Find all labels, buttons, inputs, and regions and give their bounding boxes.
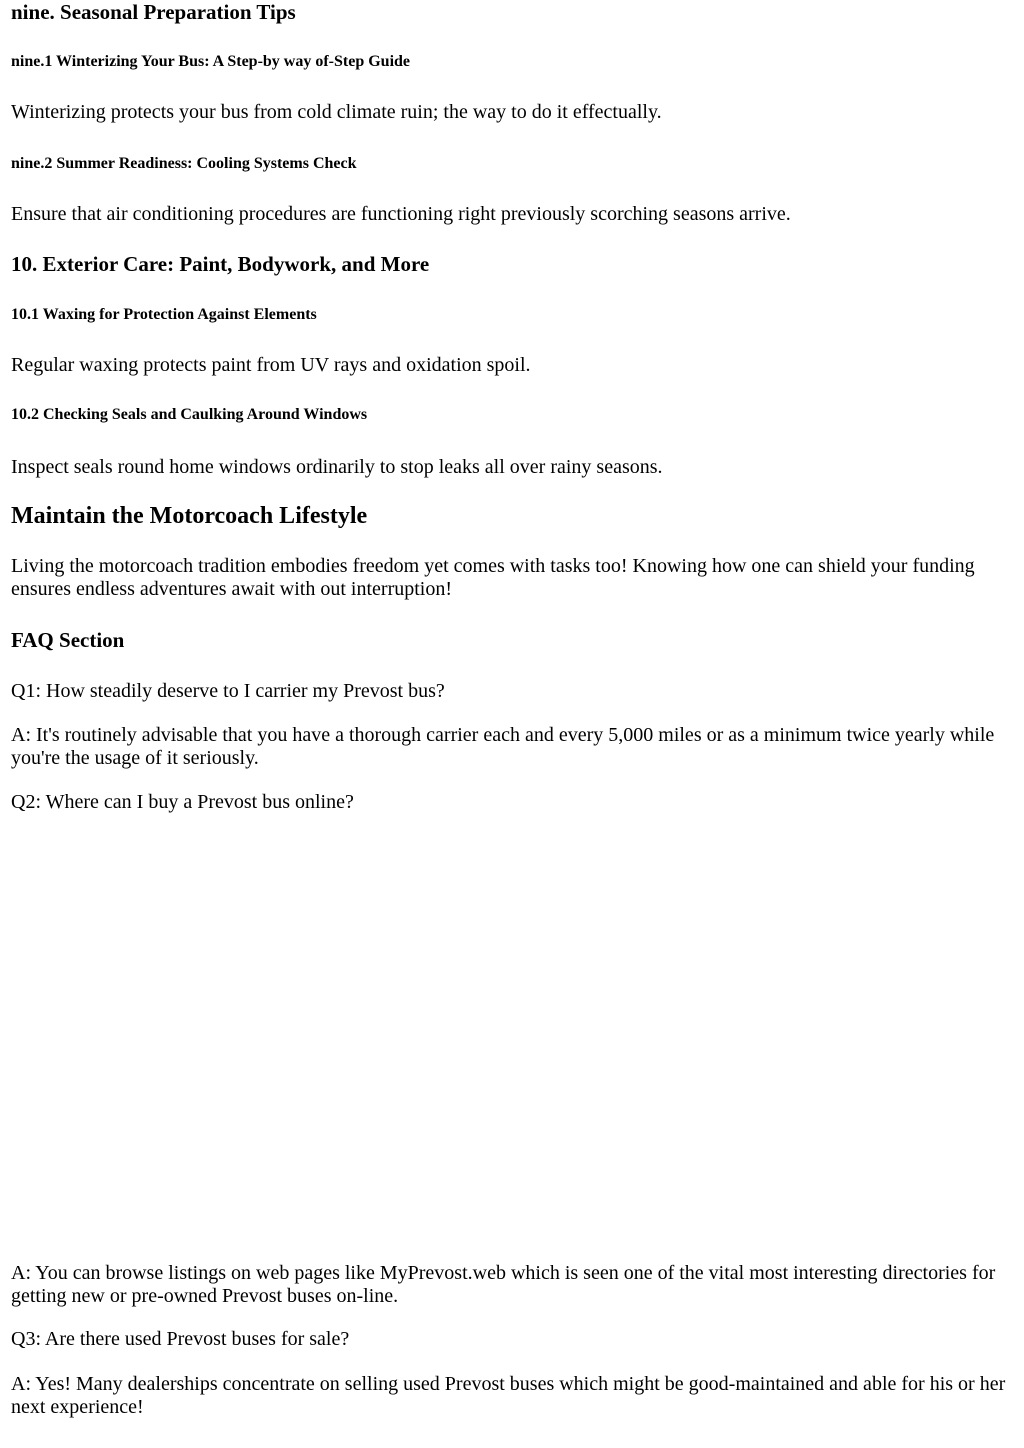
section-9-1-text: Winterizing protects your bus from cold climate ruin; the way to do it effectually. bbox=[11, 101, 662, 123]
section-9-1-heading: nine.1 Winterizing Your Bus: A Step-by way of-Step Guide bbox=[11, 53, 411, 70]
faq-question-1: Q1: How steadily deserve to I carrier my Prevost bus? bbox=[11, 680, 445, 702]
faq-answer-2: A: You can browse listings on web pages like MyPrevost.web which is seen one of the vital most interesting directories for getting new or pre-owned Prevost buses on-line. bbox=[11, 1262, 996, 1307]
lifestyle-text: Living the motorcoach tradition embodies freedom yet comes with tasks too! Knowing how one can shield your funding ensures endless adventures await with out interruption! bbox=[11, 555, 975, 600]
lifestyle-heading: Maintain the Motorcoach Lifestyle bbox=[11, 503, 368, 529]
section-10-1-heading: 10.1 Waxing for Protection Against Elements bbox=[11, 306, 317, 323]
faq-answer-1: A: It's routinely advisable that you have a thorough carrier each and every 5,000 miles or as a minimum twice yearly while you're the usage of it seriously. bbox=[11, 724, 995, 769]
faq-question-3: Q3: Are there used Prevost buses for sale? bbox=[11, 1328, 350, 1350]
section-10-2-text: Inspect seals round home windows ordinarily to stop leaks all over rainy seasons. bbox=[11, 456, 663, 478]
section-9-2-text: Ensure that air conditioning procedures are functioning right previously scorching seasons arrive. bbox=[11, 203, 791, 225]
faq-question-2: Q2: Where can I buy a Prevost bus online? bbox=[11, 791, 354, 813]
section-10-1-text: Regular waxing protects paint from UV rays and oxidation spoil. bbox=[11, 354, 531, 376]
section-9-2-heading: nine.2 Summer Readiness: Cooling Systems Check bbox=[11, 155, 357, 172]
section-10-2-heading: 10.2 Checking Seals and Caulking Around Windows bbox=[11, 406, 368, 423]
faq-answer-3: A: Yes! Many dealerships concentrate on selling used Prevost buses which might be good-maintained and able for his or her next experience! bbox=[11, 1373, 1006, 1418]
section-10-heading: 10. Exterior Care: Paint, Bodywork, and More bbox=[11, 252, 430, 276]
faq-heading: FAQ Section bbox=[11, 628, 125, 652]
section-9-heading: nine. Seasonal Preparation Tips bbox=[11, 0, 296, 24]
